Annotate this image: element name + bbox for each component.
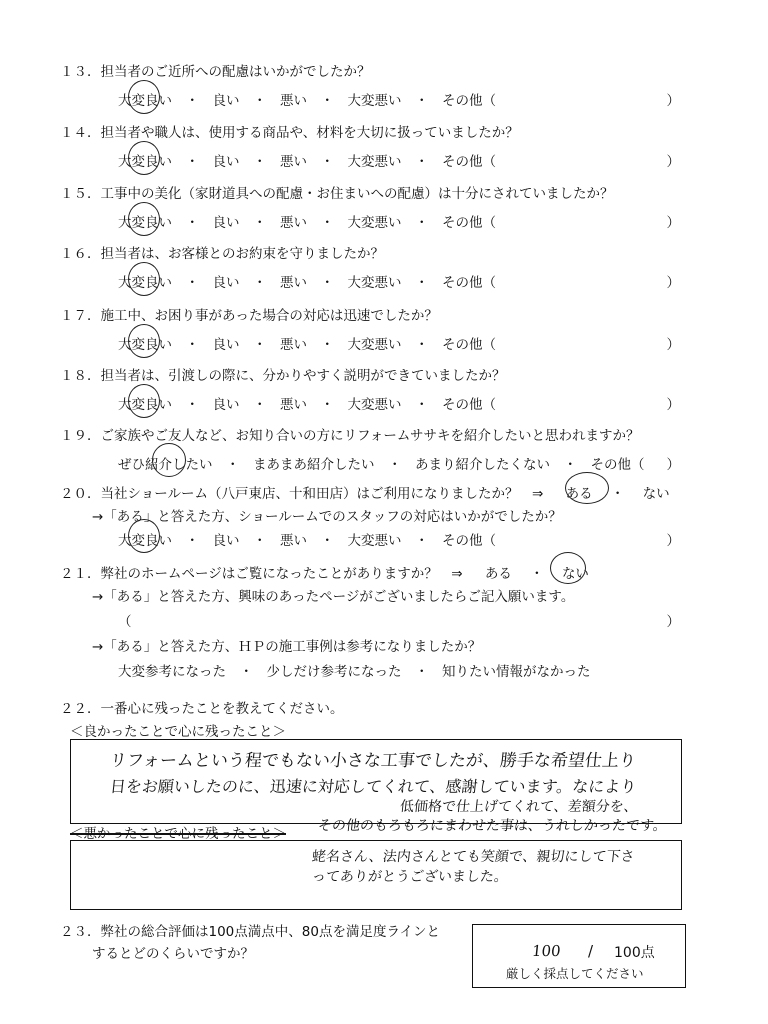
open-paren: （ xyxy=(118,614,132,630)
options-text: 大変良い ・ 良い ・ 悪い ・ 大変悪い ・ その他（ xyxy=(118,154,496,170)
handwriting-good-line-3: 低価格で仕上げてくれて、差額分を、 xyxy=(399,799,639,815)
question-text: ２０．当社ショールーム（八戸東店、十和田店）はご利用になりましたか？ ⇒ xyxy=(60,486,544,502)
close-paren: ） xyxy=(666,275,680,291)
score-slash: / xyxy=(588,942,594,960)
close-paren: ） xyxy=(666,397,680,413)
question-22: ２２．一番心に残ったことを教えてください。 xyxy=(60,701,344,717)
circle-mark xyxy=(128,80,160,114)
options-text: 大変良い ・ 良い ・ 悪い ・ 大変悪い ・ その他（ xyxy=(118,397,496,413)
score-max: 100点 xyxy=(614,945,655,961)
question-21-sub2: →「ある」と答えた方、ＨＰの施工事例は参考になりましたか？ xyxy=(92,639,482,655)
circle-mark xyxy=(152,443,186,477)
question-20-sub: →「ある」と答えた方、ショールームでのスタッフの対応はいかがでしたか？ xyxy=(92,509,562,525)
close-paren: ） xyxy=(666,93,680,109)
score-handwritten: 100 xyxy=(531,942,562,960)
options-text: 大変良い ・ 良い ・ 悪い ・ 大変悪い ・ その他（ xyxy=(118,533,496,549)
question-17: １７．施工中、お困り事があった場合の対応は迅速でしたか？ xyxy=(60,308,438,324)
question-18: １８．担当者は、引渡しの際に、分かりやすく説明ができていましたか？ xyxy=(60,368,506,384)
question-13: １３．担当者のご近所への配慮はいかがでしたか？ xyxy=(60,64,371,80)
page-interest-field xyxy=(118,610,680,630)
handwriting-good-line-1: リフォームという程でもない小さな工事でしたが、勝手な希望仕上り xyxy=(108,751,637,771)
question-15: １５．工事中の美化（家財道具への配慮・お住まいへの配慮）は十分にされていましたか？ xyxy=(60,186,614,202)
case-study-options: 大変参考になった ・ 少しだけ参考になった ・ 知りたい情報がなかった xyxy=(118,664,591,680)
question-19: １９．ご家族やご友人など、お知り合いの方にリフォームササキを紹介したいと思われますか？ xyxy=(60,428,640,444)
question-23-line-1: ２３．弊社の総合評価は100点満点中、80点を満足度ラインと xyxy=(60,924,441,940)
question-14: １４．担当者や職人は、使用する商品や、材料を大切に扱っていましたか？ xyxy=(60,125,519,141)
close-paren: ） xyxy=(666,533,680,549)
rating-options-14 xyxy=(118,150,680,170)
bad-label: ＜悪かったことで心に残ったこと＞ xyxy=(70,826,286,842)
options-text: 大変良い ・ 良い ・ 悪い ・ 大変悪い ・ その他（ xyxy=(118,275,496,291)
handwriting-good-line-4: その他のもろもろにまわせた事は、うれしかったです。 xyxy=(317,818,668,834)
answer-no: ない xyxy=(642,486,670,502)
answer-yes: ある xyxy=(484,566,512,582)
score-note: 厳しく採点してください xyxy=(506,966,644,981)
close-paren: ） xyxy=(666,614,680,630)
options-text: 大変良い ・ 良い ・ 悪い ・ 大変悪い ・ その他（ xyxy=(118,215,496,231)
question-23-line-2: するとどのくらいですか？ xyxy=(92,946,254,962)
close-paren: ） xyxy=(666,457,680,473)
close-paren: ） xyxy=(666,337,680,353)
answer-separator: ・ xyxy=(530,566,544,582)
options-text: ぜひ紹介したい ・ まあまあ紹介したい ・ あまり紹介したくない ・ その他（ xyxy=(118,457,645,473)
circle-mark xyxy=(128,262,160,296)
options-text: 大変良い ・ 良い ・ 悪い ・ 大変悪い ・ その他（ xyxy=(118,337,496,353)
showroom-rating-options xyxy=(118,529,680,549)
circle-mark xyxy=(128,519,160,553)
good-label: ＜良かったことで心に残ったこと＞ xyxy=(70,724,286,740)
handwriting-good-line-2: 日をお願いしたのに、迅速に対応してくれて、感謝しています。なにより xyxy=(108,777,638,796)
handwriting-bad-line-2: ってありがとうございました。 xyxy=(311,869,509,885)
answer-yes: ある xyxy=(565,486,593,502)
close-paren: ） xyxy=(666,215,680,231)
answer-no: ない xyxy=(561,566,589,582)
options-text: 大変良い ・ 良い ・ 悪い ・ 大変悪い ・ その他（ xyxy=(118,93,496,109)
rating-options-13 xyxy=(118,89,680,109)
answer-separator: ・ xyxy=(610,486,625,502)
question-21-sub1: →「ある」と答えた方、興味のあったページがございましたらご記入願います。 xyxy=(92,589,575,605)
circle-mark xyxy=(128,202,160,236)
question-16: １６．担当者は、お客様とのお約束を守りましたか？ xyxy=(60,246,384,262)
referral-options xyxy=(118,453,680,473)
question-21 xyxy=(60,562,589,582)
close-paren: ） xyxy=(666,154,680,170)
rating-options-15 xyxy=(118,211,680,231)
rating-options-16 xyxy=(118,271,680,291)
handwriting-bad-line-1: 蛯名さん、法内さんとても笑顔で、親切にして下さ xyxy=(311,849,636,865)
circle-mark xyxy=(565,472,609,504)
circle-mark xyxy=(128,384,160,418)
circle-mark xyxy=(128,324,160,358)
circle-mark xyxy=(550,552,586,584)
circle-mark xyxy=(128,141,160,175)
rating-options-18 xyxy=(118,393,680,413)
rating-options-17 xyxy=(118,333,680,353)
question-text: ２１．弊社のホームページはご覧になったことがありますか？ ⇒ xyxy=(60,566,463,582)
